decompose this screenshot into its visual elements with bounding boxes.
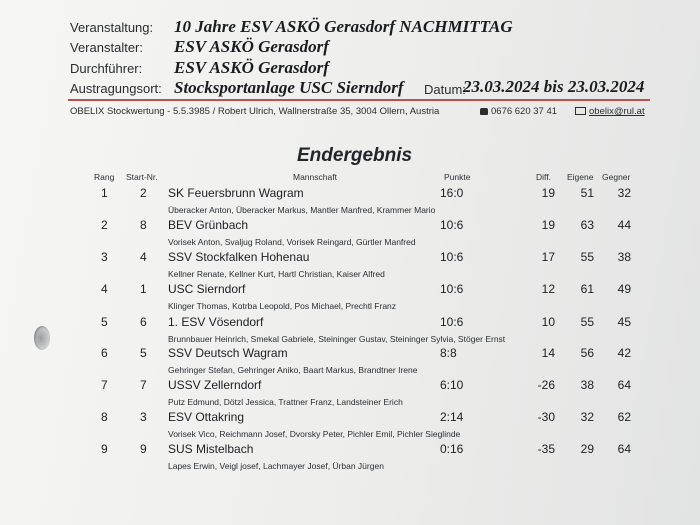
team-name-cell: USC Sierndorf (168, 282, 246, 296)
col-head-gegner: Gegner (602, 172, 631, 182)
email-address[interactable]: obelix@rul.at (589, 106, 645, 117)
own-score-cell: 51 (580, 186, 594, 200)
own-score-cell: 63 (580, 218, 594, 232)
rank-cell: 1 (101, 186, 108, 200)
team-name-cell: SSV Deutsch Wagram (168, 346, 288, 360)
team-name-cell: ESV Ottakring (168, 410, 245, 424)
rank-cell: 3 (101, 250, 108, 264)
organizer-label: Veranstalter: (70, 40, 143, 55)
opponent-score-cell: 38 (617, 250, 631, 264)
col-head-start: Start-Nr. (126, 172, 158, 182)
own-score-cell: 55 (580, 315, 594, 329)
team-name-cell: USSV Zellerndorf (168, 378, 262, 392)
team-name-cell: SUS Mistelbach (168, 442, 254, 456)
player-list: Überacker Anton, Überacker Markus, Mantler Manfred, Krammer Mario (168, 205, 436, 215)
executor-label: Durchführer: (70, 61, 143, 76)
player-list: Vorisek Anton, Svaljug Roland, Vorisek Reingard, Gürtler Manfred (168, 237, 416, 247)
result-row (0, 442, 700, 474)
team-name-cell: SK Feuersbrunn Wagram (168, 186, 304, 200)
start-number-cell: 1 (140, 282, 147, 296)
phone-contact (480, 106, 557, 117)
player-list: Lapes Erwin, Veigl josef, Lachmayer Josef, Ürban Jürgen (168, 461, 384, 471)
start-number-cell: 9 (140, 442, 147, 456)
start-number-cell: 7 (140, 378, 147, 392)
points-cell: 10:6 (440, 282, 464, 296)
col-head-team: Mannschaft (293, 172, 337, 182)
result-row (0, 410, 700, 442)
diff-cell: 19 (541, 186, 555, 200)
date-label: Datum: (424, 82, 466, 97)
start-number-cell: 2 (140, 186, 147, 200)
opponent-score-cell: 42 (617, 346, 631, 360)
phone-icon (480, 108, 488, 115)
start-number-cell: 8 (140, 218, 147, 232)
player-list: Gehringer Stefan, Gehringer Aniko, Baart Markus, Brandtner Irene (168, 365, 418, 375)
team-name-cell: BEV Grünbach (168, 218, 249, 232)
rank-cell: 8 (101, 410, 108, 424)
player-list: Klinger Thomas, Kotrba Leopold, Pos Michael, Prechtl Franz (168, 301, 397, 311)
envelope-icon (575, 107, 586, 115)
document-title: Endergebnis (297, 145, 413, 166)
diff-cell: 19 (541, 218, 555, 232)
col-head-rang: Rang (94, 172, 115, 182)
col-head-punkte: Punkte (444, 172, 471, 182)
opponent-score-cell: 44 (617, 218, 631, 232)
diff-cell: -30 (537, 410, 555, 424)
result-row (0, 186, 700, 218)
points-cell: 8:8 (440, 346, 457, 360)
start-number-cell: 5 (140, 346, 147, 360)
player-list: Vorisek Vico, Reichmann Josef, Dvorsky Peter, Pichler Emil, Pichler Sieglinde (168, 429, 461, 439)
own-score-cell: 32 (580, 410, 594, 424)
event-label: Veranstaltung: (70, 20, 154, 35)
opponent-score-cell: 64 (617, 378, 631, 392)
start-number-cell: 4 (140, 250, 147, 264)
diff-cell: 12 (541, 282, 555, 296)
diff-cell: 14 (541, 346, 555, 360)
opponent-score-cell: 32 (617, 186, 631, 200)
executor-value: ESV ASKÖ Gerasdorf (174, 58, 329, 77)
date-value: 23.03.2024 bis 23.03.2024 (463, 77, 645, 96)
points-cell: 16:0 (440, 186, 464, 200)
start-number-cell: 6 (140, 315, 147, 329)
points-cell: 10:6 (440, 315, 464, 329)
email-contact[interactable] (575, 106, 645, 117)
own-score-cell: 56 (580, 346, 594, 360)
own-score-cell: 55 (580, 250, 594, 264)
result-row (0, 378, 700, 410)
own-score-cell: 61 (580, 282, 594, 296)
team-name-cell: SSV Stockfalken Hohenau (168, 250, 310, 264)
opponent-score-cell: 64 (617, 442, 631, 456)
rank-cell: 4 (101, 282, 108, 296)
rank-cell: 7 (101, 378, 108, 392)
software-credit: OBELIX Stockwertung - 5.5.3985 / Robert Ulrich, Wallnerstraße 35, 3004 Ollern, Austria (70, 106, 440, 117)
result-row (0, 250, 700, 282)
player-list: Brunnbauer Heinrich, Smekal Gabriele, Steininger Gustav, Steininger Sylvia, Stöger Ernst (168, 334, 506, 344)
venue-value: Stocksportanlage USC Sierndorf (174, 78, 404, 97)
result-row (0, 315, 700, 347)
header-rule (68, 99, 650, 101)
points-cell: 2:14 (440, 410, 464, 424)
event-value: 10 Jahre ESV ASKÖ Gerasdorf NACHMITTAG (174, 17, 513, 36)
venue-label: Austragungsort: (70, 81, 162, 96)
col-head-eigene: Eigene (567, 172, 594, 182)
phone-number: 0676 620 37 41 (491, 106, 558, 117)
result-row (0, 346, 700, 378)
team-name-cell: 1. ESV Vösendorf (168, 315, 264, 329)
opponent-score-cell: 62 (617, 410, 631, 424)
result-row (0, 218, 700, 250)
diff-cell: -26 (537, 378, 555, 392)
rank-cell: 9 (101, 442, 108, 456)
points-cell: 6:10 (440, 378, 464, 392)
points-cell: 10:6 (440, 250, 464, 264)
col-head-diff: Diff. (536, 172, 551, 182)
own-score-cell: 38 (580, 378, 594, 392)
own-score-cell: 29 (580, 442, 594, 456)
result-row (0, 282, 700, 314)
rank-cell: 5 (101, 315, 108, 329)
footer-line (70, 106, 650, 120)
player-list: Kellner Renate, Kellner Kurt, Hartl Christian, Kaiser Alfred (168, 269, 385, 279)
start-number-cell: 3 (140, 410, 147, 424)
points-cell: 10:6 (440, 218, 464, 232)
rank-cell: 6 (101, 346, 108, 360)
opponent-score-cell: 45 (617, 315, 631, 329)
organizer-value: ESV ASKÖ Gerasdorf (174, 37, 329, 56)
diff-cell: -35 (537, 442, 555, 456)
rank-cell: 2 (101, 218, 108, 232)
opponent-score-cell: 49 (617, 282, 631, 296)
diff-cell: 10 (541, 315, 555, 329)
player-list: Putz Edmund, Dötzl Jessica, Trattner Franz, Landsteiner Erich (168, 397, 403, 407)
points-cell: 0:16 (440, 442, 464, 456)
diff-cell: 17 (541, 250, 555, 264)
